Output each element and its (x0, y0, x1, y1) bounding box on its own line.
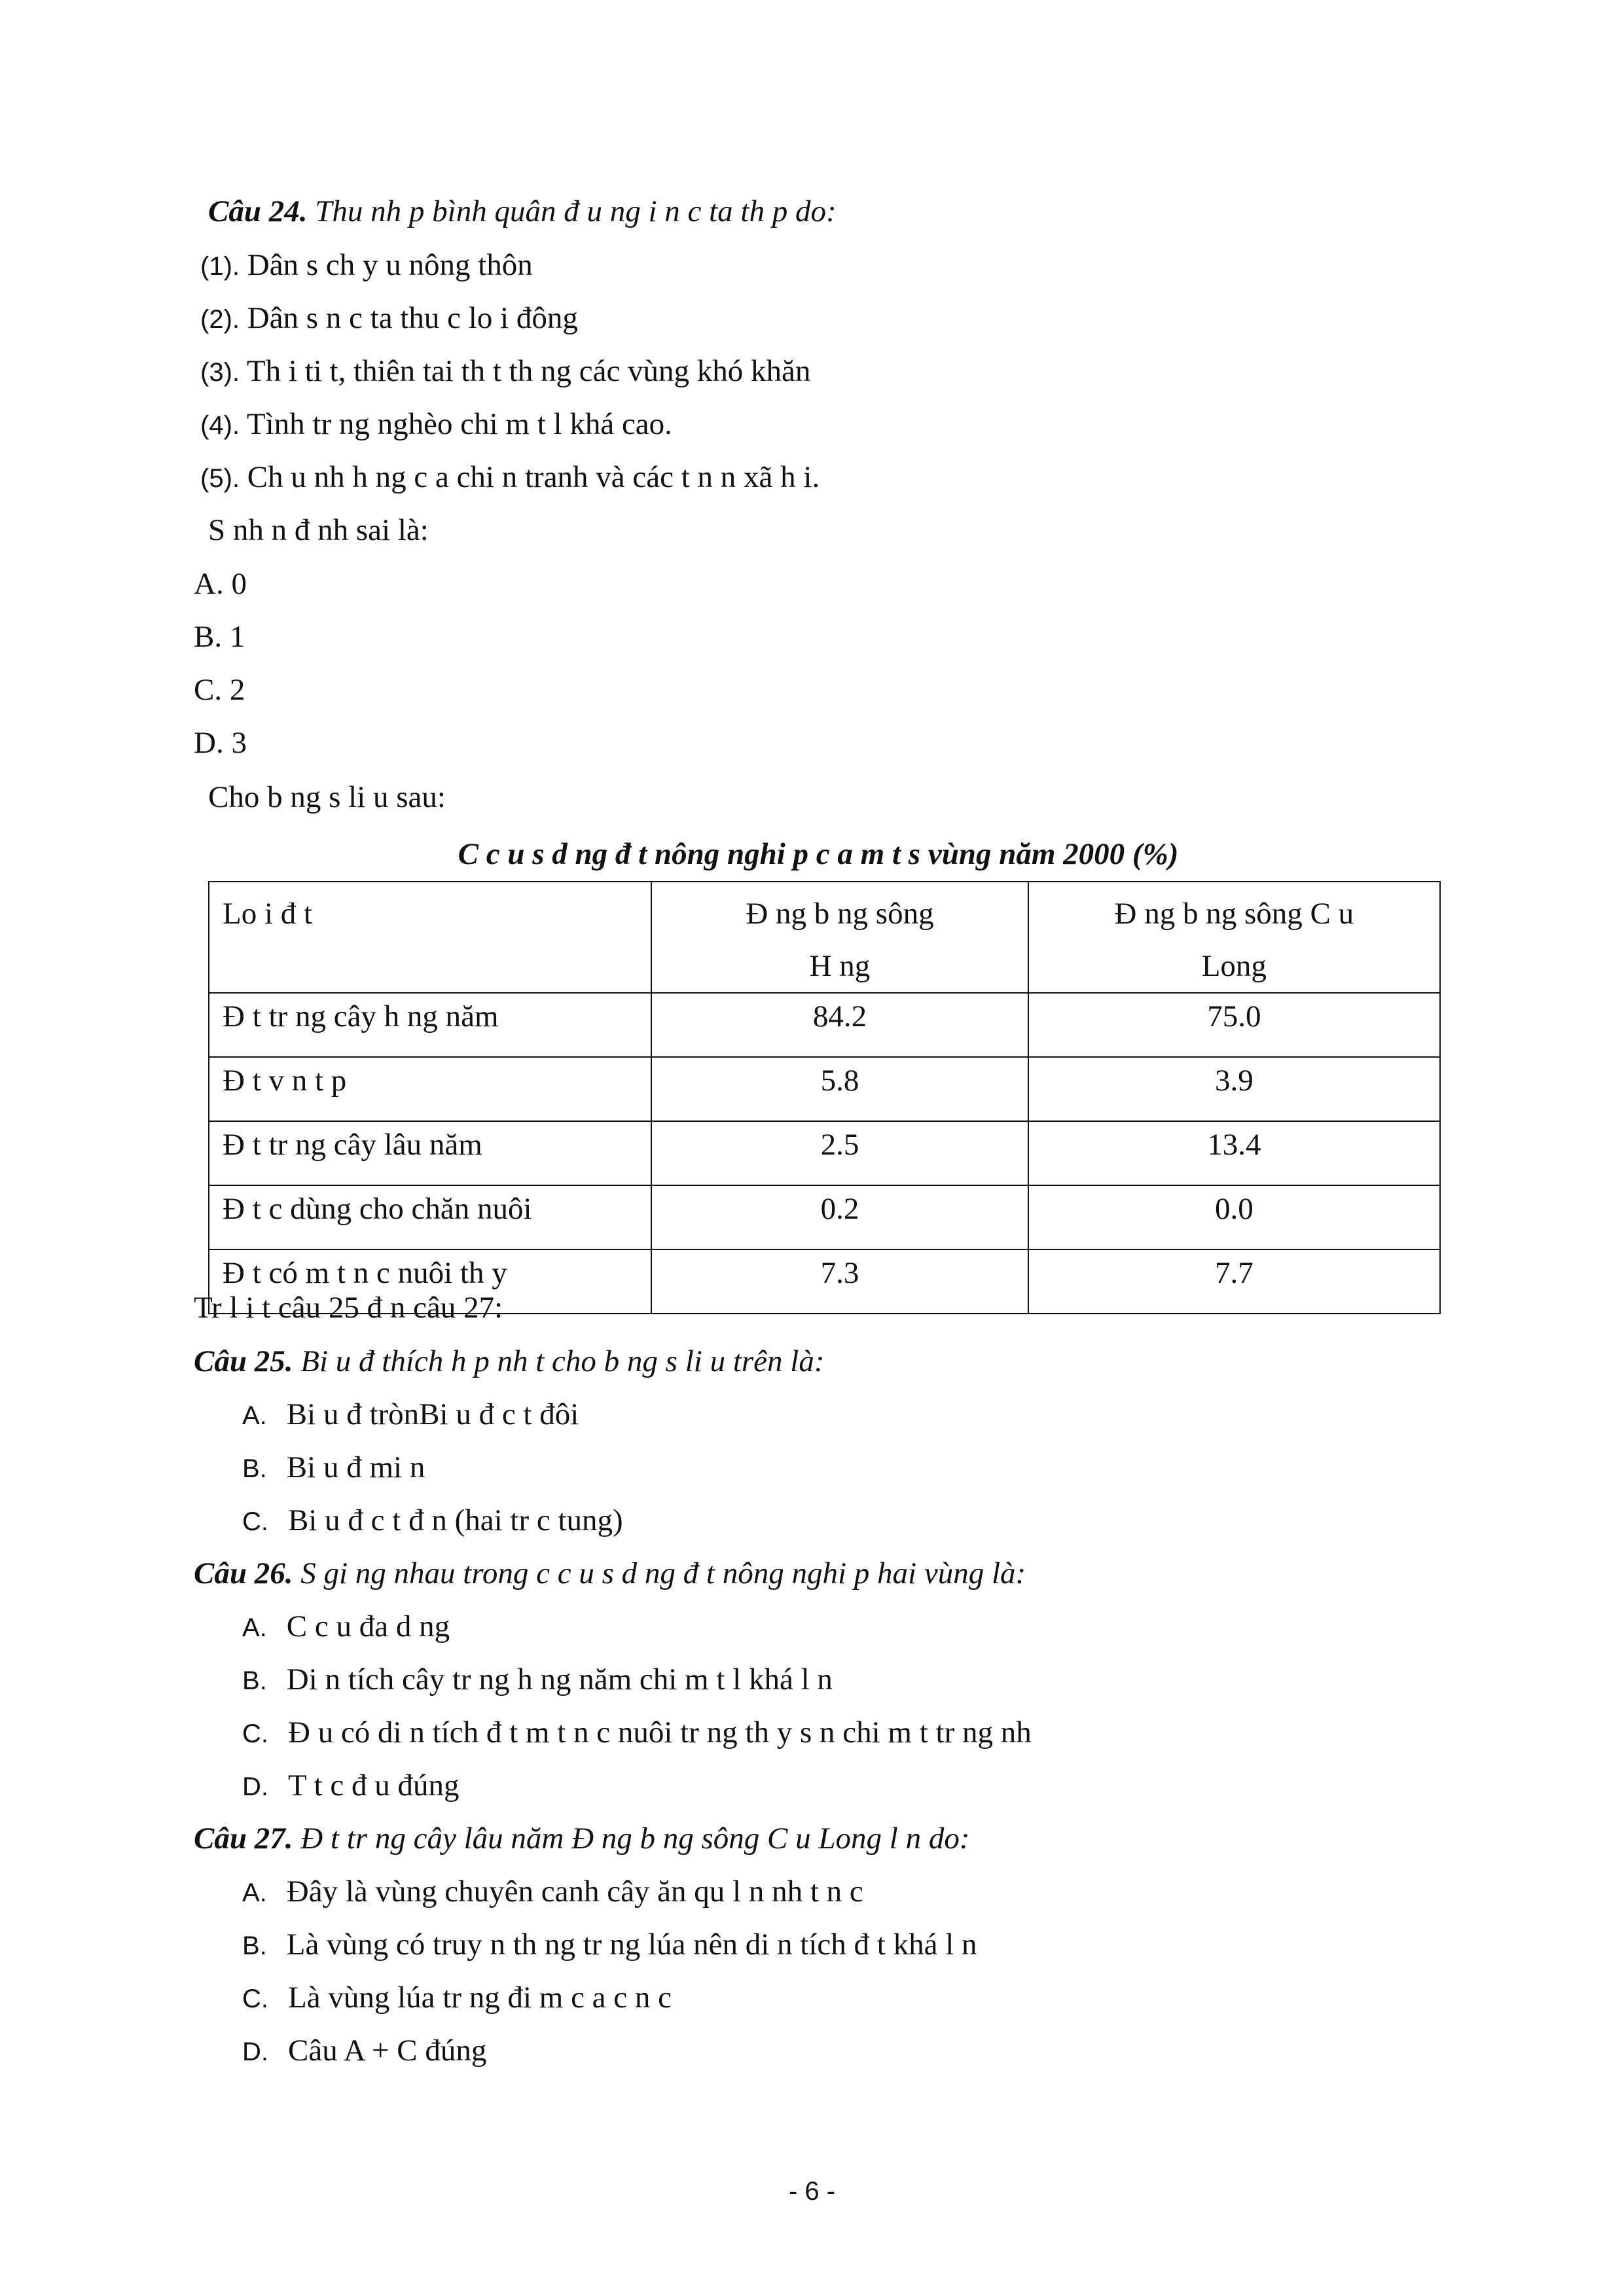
row-value-mekong: 7.7 (1028, 1249, 1440, 1314)
q24-option-d[interactable]: D. 3 (194, 726, 247, 760)
question-25-label: Câu 25. (194, 1344, 293, 1378)
question-27-text: Đ t tr ng cây lâu năm Đ ng b ng sông C u Long l n do: (293, 1821, 970, 1856)
question-26-text: S gi ng nhau trong c c u s d ng đ t nông nghi p hai vùng là: (293, 1556, 1026, 1590)
q25-option-c[interactable]: C. Bi u đ c t đ n (hai tr c tung) (242, 1503, 623, 1537)
row-value-red-river: 5.8 (651, 1057, 1028, 1121)
q26-option-d[interactable]: D. T t c đ u đúng (242, 1768, 460, 1803)
q27-option-d[interactable]: D. Câu A + C đúng (242, 2034, 487, 2068)
q27-option-b[interactable]: B. Là vùng có truy n th ng tr ng lúa nên di n tích đ t khá l n (242, 1928, 977, 1962)
q24-option-c[interactable]: C. 2 (194, 673, 245, 707)
question-27-stem (194, 1823, 970, 1854)
table-row (209, 993, 1440, 1057)
q24-option-a[interactable]: A. 0 (194, 567, 247, 601)
page-number: - 6 - (788, 2177, 836, 2206)
row-value-mekong: 0.0 (1028, 1185, 1440, 1249)
row-label: Đ t c dùng cho chăn nuôi (209, 1185, 651, 1249)
question-27-label: Câu 27. (194, 1821, 293, 1856)
row-value-red-river: 7.3 (651, 1249, 1028, 1314)
table-row (209, 1185, 1440, 1249)
table-title: C c u s d ng đ t nông nghi p c a m t s vùng năm 2000 (%) (458, 837, 1179, 871)
statement-3: (3). Th i ti t, thiên tai th t th ng các vùng khó khăn (200, 354, 811, 388)
q26-option-a[interactable]: A. C c u đa d ng (242, 1609, 450, 1643)
row-value-mekong: 3.9 (1028, 1057, 1440, 1121)
question-26-label: Câu 26. (194, 1556, 293, 1590)
row-value-red-river: 0.2 (651, 1185, 1028, 1249)
row-label: Đ t v n t p (209, 1057, 651, 1121)
table-header-row (209, 882, 1440, 993)
header-red-river-delta: Đ ng b ng sông H ng (651, 882, 1028, 993)
row-label: Đ t tr ng cây lâu năm (209, 1121, 651, 1185)
statement-4: (4). Tình tr ng nghèo chi m t l khá cao. (200, 407, 672, 441)
row-value-mekong: 75.0 (1028, 993, 1440, 1057)
row-label: Đ t có m t n c nuôi th y (209, 1249, 651, 1314)
row-value-mekong: 13.4 (1028, 1121, 1440, 1185)
q25-option-b[interactable]: B. Bi u đ mi n (242, 1450, 425, 1484)
row-value-red-river: 84.2 (651, 993, 1028, 1057)
q25-option-a[interactable]: A. Bi u đ trònBi u đ c t đôi (242, 1397, 579, 1431)
question-25-stem (194, 1346, 825, 1377)
statement-1: (1). Dân s ch y u nông thôn (200, 248, 533, 282)
q26-option-c[interactable]: C. Đ u có di n tích đ t m t n c nuôi tr ng th y s n chi m t tr ng nh (242, 1715, 1032, 1749)
row-label: Đ t tr ng cây h ng năm (209, 993, 651, 1057)
table-intro: Cho b ng s li u sau: (208, 780, 446, 814)
question-24-label: Câu 24. (208, 194, 308, 228)
question-24-text: Thu nh p bình quân đ u ng i n c ta th p do: (307, 194, 837, 228)
row-value-red-river: 2.5 (651, 1121, 1028, 1185)
q26-option-b[interactable]: B. Di n tích cây tr ng h ng năm chi m t l khá l n (242, 1662, 833, 1696)
answer-range-instruction: Tr l i t câu 25 đ n câu 27: (194, 1291, 503, 1325)
statement-5: (5). Ch u nh h ng c a chi n tranh và các t n n xã h i. (200, 460, 820, 494)
statement-2: (2). Dân s n c ta thu c lo i đông (200, 301, 578, 335)
question-26-stem (194, 1558, 1026, 1589)
table-row (209, 1121, 1440, 1185)
q27-option-a[interactable]: A. Đây là vùng chuyên canh cây ăn qu l n nh t n c (242, 1874, 863, 1909)
header-mekong-delta: Đ ng b ng sông C u Long (1028, 882, 1440, 993)
question-25-text: Bi u đ thích h p nh t cho b ng s li u trên là: (293, 1344, 825, 1378)
header-land-type: Lo i đ t (209, 882, 651, 993)
data-table (208, 881, 1441, 1314)
question-24-ask: S nh n đ nh sai là: (208, 513, 429, 547)
q24-option-b[interactable]: B. 1 (194, 620, 245, 654)
question-24-stem (208, 196, 837, 227)
q27-option-c[interactable]: C. Là vùng lúa tr ng đi m c a c n c (242, 1981, 672, 2015)
table-row (209, 1057, 1440, 1121)
